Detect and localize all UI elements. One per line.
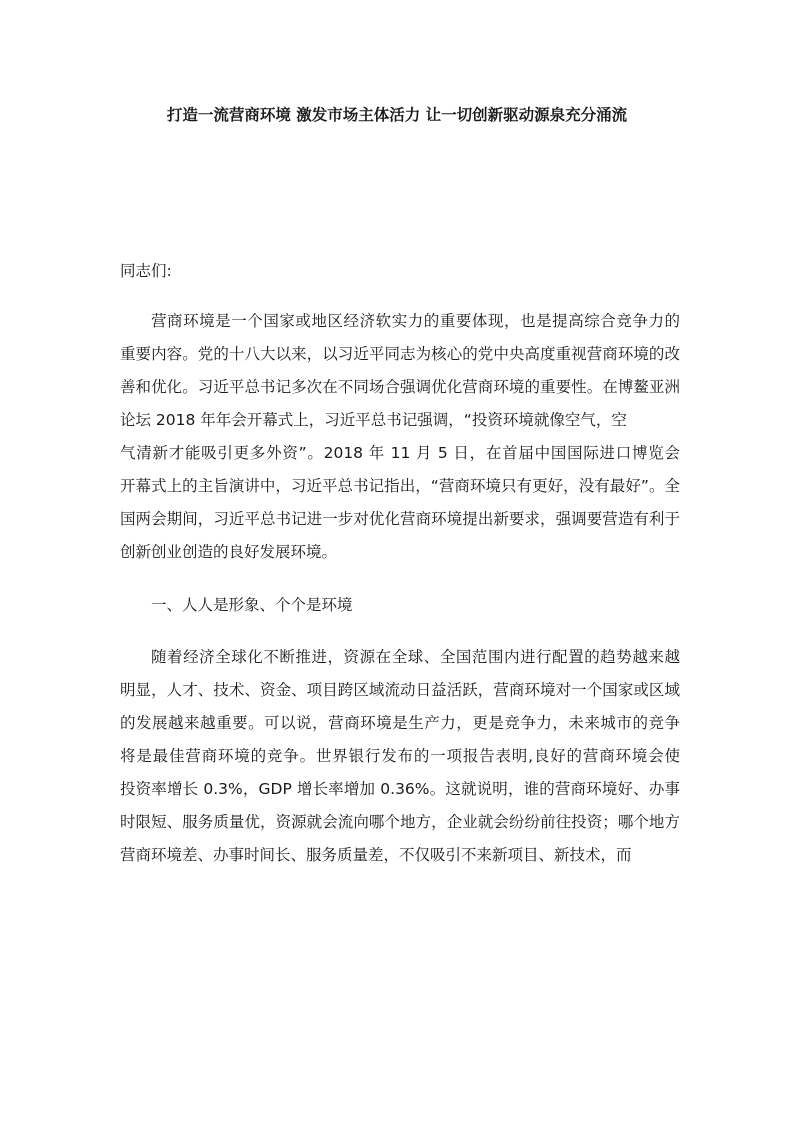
greeting: 同志们: [120,262,172,280]
paragraph-line: 营商环境是一个国家或地区经济软实力的重要体现，也是提高综合竞争力的 [151,312,680,330]
paragraph-line: 时限短、服务质量优，资源就会流向哪个地方，企业就会纷纷前往投资；哪个地方 [120,813,680,831]
paragraph-line: 的发展越来越重要。可以说，营商环境是生产力，更是竞争力，未来城市的竞争 [120,714,680,732]
paragraph-line: 营商环境差、办事时间长、服务质量差，不仅吸引不来新项目、新技术，而 [120,846,632,864]
paragraph-line: 善和优化。习近平总书记多次在不同场合强调优化营商环境的重要性。在博鳌亚洲 [120,378,680,396]
document-title: 打造一流营商环境 激发市场主体活力 让一切创新驱动源泉充分涌流 [166,106,628,124]
paragraph-line: 投资率增长 0.3%，GDP 增长率增加 0.36%。这就说明，谁的营商环境好、办事 [120,780,680,798]
section-heading: 一、人人是形象、个个是环境 [151,596,353,614]
paragraph-line: 将是最佳营商环境的竞争。世界银行发布的一项报告表明,良好的营商环境会使 [120,747,680,765]
paragraph-line: 重要内容。党的十八大以来，以习近平同志为核心的党中央高度重视营商环境的改 [120,345,680,363]
paragraph-line: 随着经济全球化不断推进，资源在全球、全国范围内进行配置的趋势越来越 [151,648,680,666]
paragraph-line: 创新创业创造的良好发展环境。 [120,543,338,561]
paragraph-line: 论坛 2018 年年会开幕式上，习近平总书记强调，“投资环境就像空气，空 [120,411,627,429]
paragraph-line: 国两会期间，习近平总书记进一步对优化营商环境提出新要求，强调要营造有利于 [120,510,680,528]
paragraph-line: 明显，人才、技术、资金、项目跨区域流动日益活跃，营商环境对一个国家或区域 [120,681,680,699]
paragraph-line: 气清新才能吸引更多外资”。2018 年 11 月 5 日，在首届中国国际进口博览会 [120,444,680,462]
paragraph-line: 开幕式上的主旨演讲中，习近平总书记指出，“营商环境只有更好，没有最好”。全 [120,477,680,495]
